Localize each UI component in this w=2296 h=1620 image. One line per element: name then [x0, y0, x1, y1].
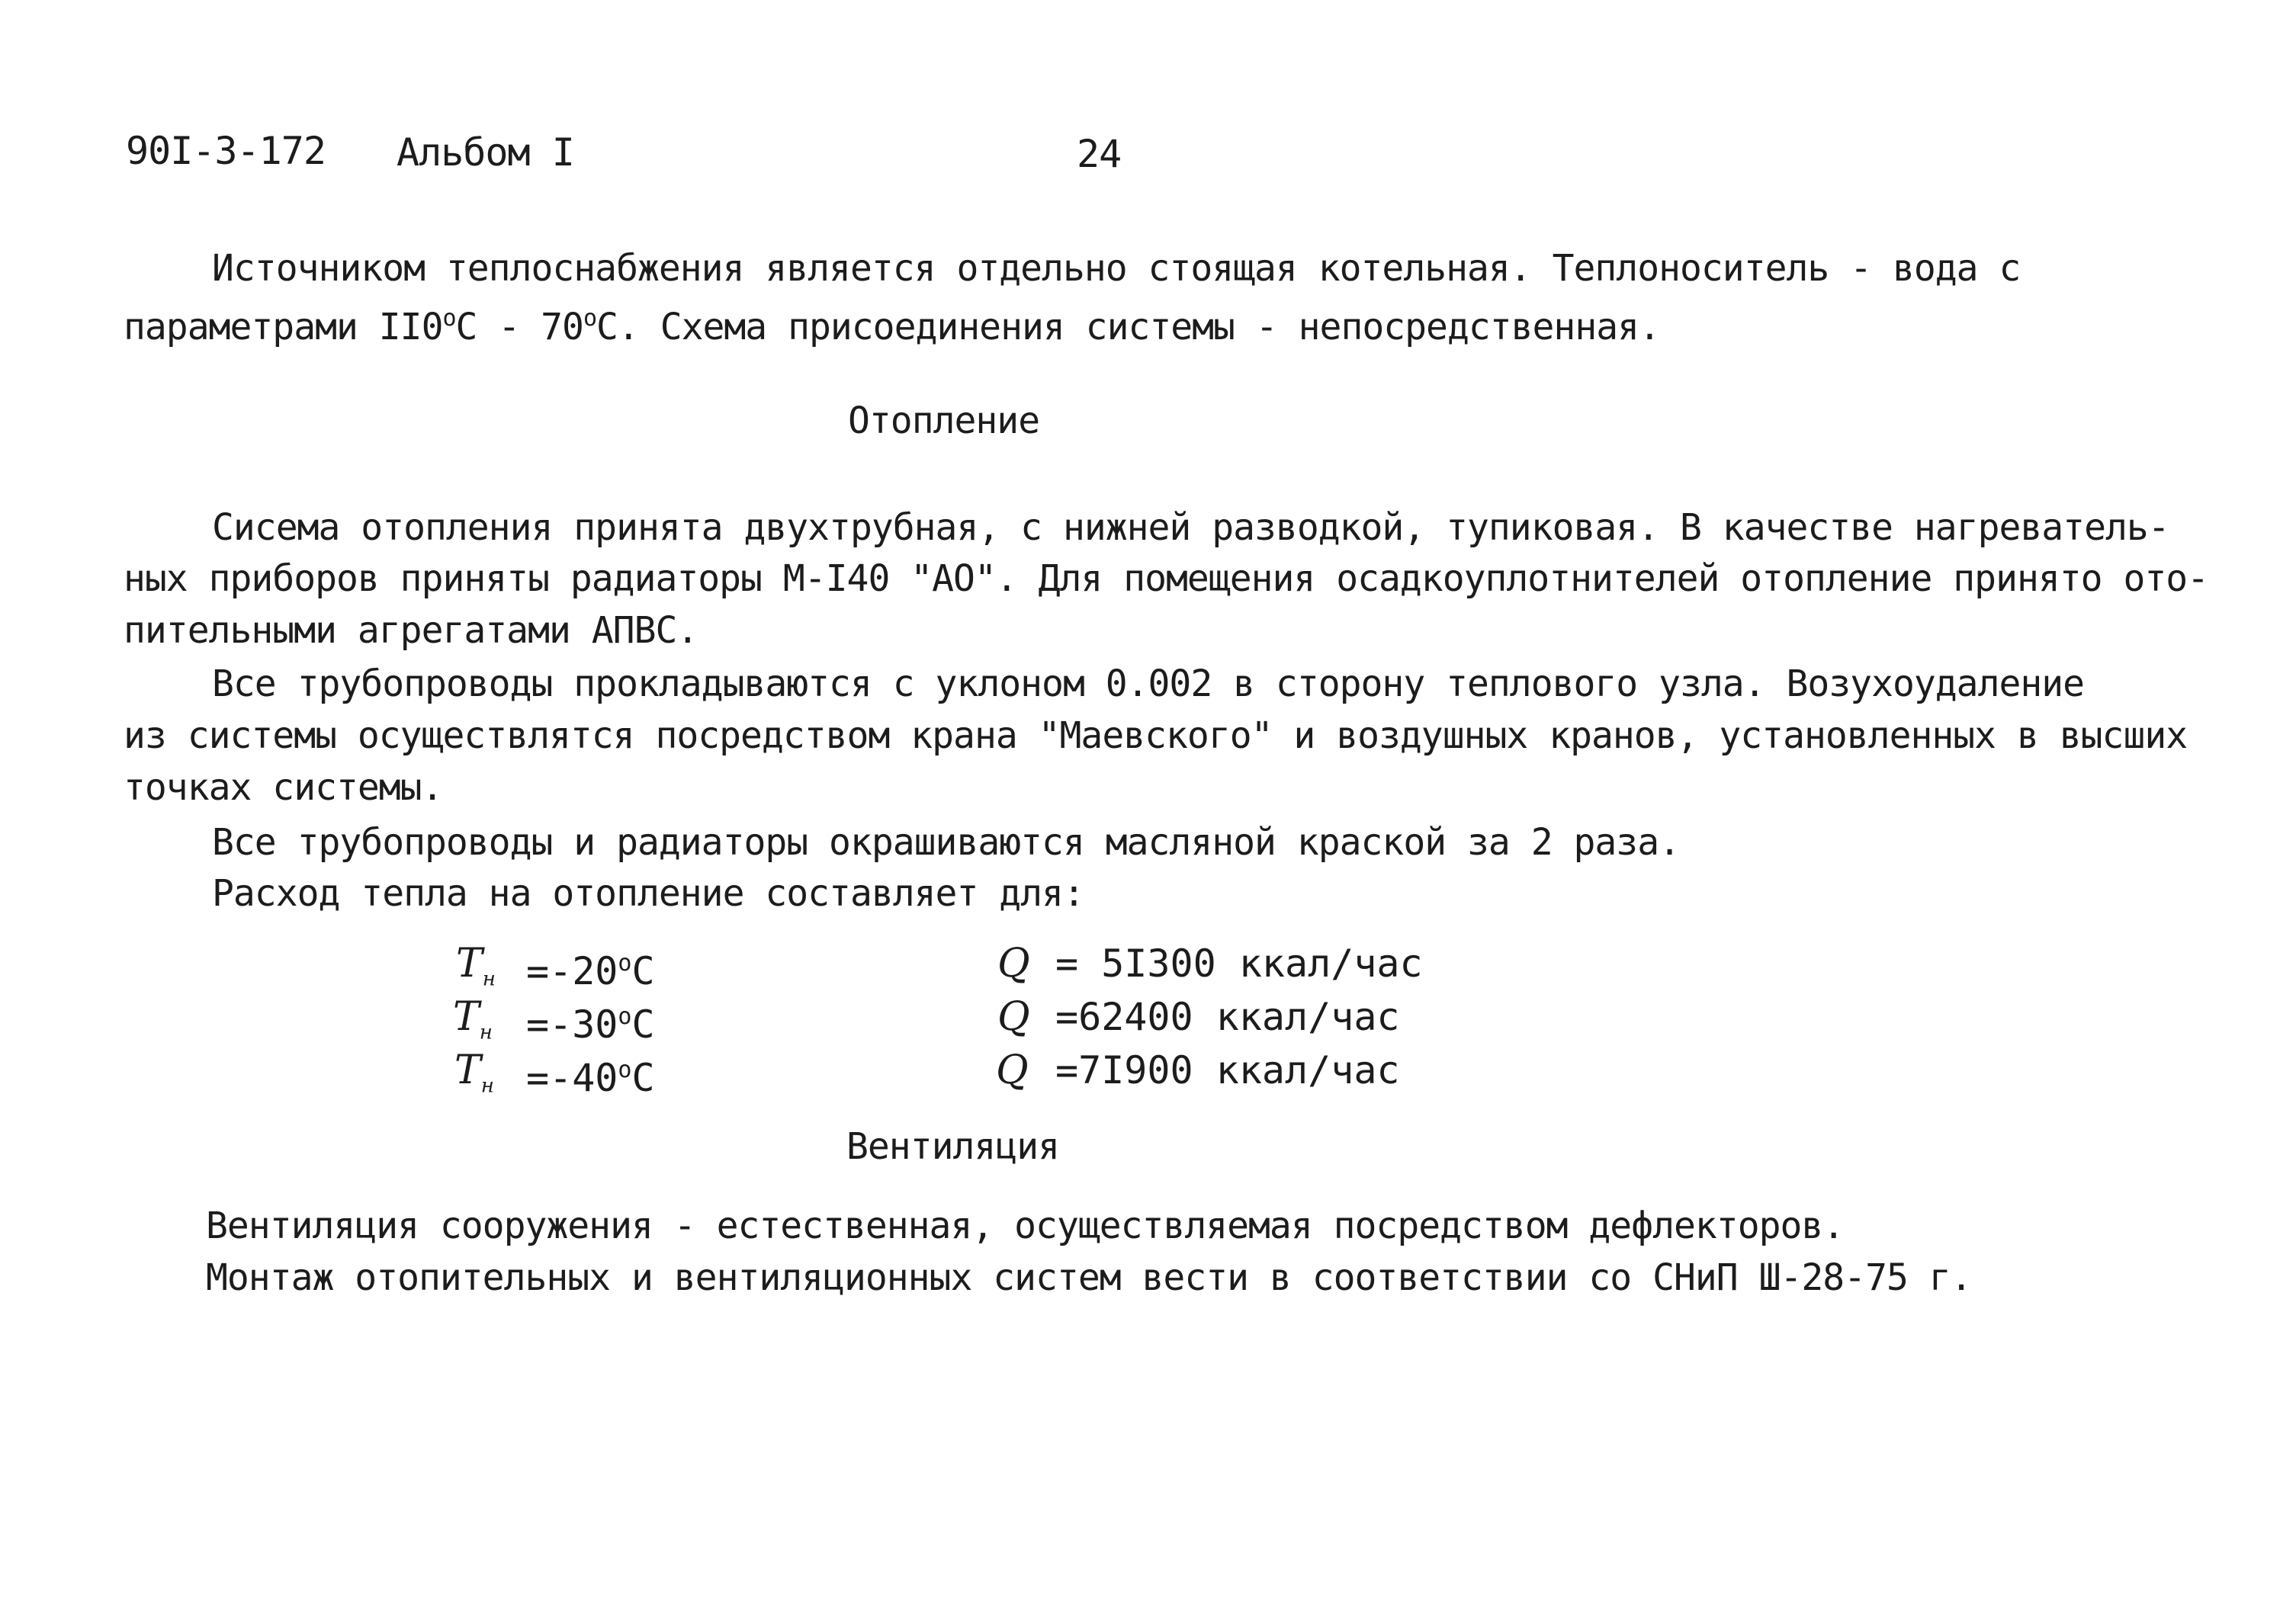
heat-row-1 [0, 939, 2296, 993]
heating-p2-line-2: из системы осуществлятся посредством крана "Маевского" и воздушных кранов, установленных в высших [124, 714, 2188, 757]
heading-ventilation: Вентиляция [846, 1125, 1059, 1168]
temperature-symbol: $T_н$ [453, 994, 493, 1044]
heat-symbol: Q [996, 1047, 1029, 1093]
heating-p3-line-1: Все трубопроводы и радиаторы окрашиваются масляной краской за 2 раза. [212, 821, 1680, 864]
heat-value: =7I900 ккал/час [1055, 1048, 1400, 1092]
temperature-symbol: $T_н$ [456, 941, 496, 991]
heat-symbol: Q [997, 994, 1030, 1040]
temperature-value: $=-30^оС$ [526, 1002, 655, 1047]
document-code: 90I-3-172 [126, 129, 326, 173]
heating-p4-line-1: Расход тепла на отопление составляет для: [212, 872, 1084, 915]
temperature-value: $=-40^оС$ [526, 1056, 655, 1100]
heat-symbol: Q [997, 941, 1030, 986]
page-number: 24 [1077, 132, 1122, 176]
heading-heating: Отопление [848, 399, 1040, 442]
heating-p2-line-3: точках системы. [124, 766, 443, 809]
heating-p1-line-1: Сисема отопления принята двухтрубная, с нижней разводкой, тупиковая. В качестве нагреватель- [212, 506, 2169, 549]
heating-p1-line-3: пительными агрегатами АПВС. [124, 609, 698, 652]
intro-line-1: Источником теплоснабжения является отдельно стоящая котельная. Теплоноситель - вода с [212, 247, 2021, 290]
intro-line-2: параметрами $II0^оС - 70^оС$. Схема присоединения системы - непосредственная. [124, 305, 1660, 348]
temperature-symbol: $T_н$ [454, 1047, 494, 1098]
heating-p2-line-1: Все трубопроводы прокладываются с уклоном 0.002 в сторону теплового узла. Возухоудаление [212, 662, 2085, 705]
heat-value: = 5I300 ккал/час [1055, 942, 1423, 986]
ventilation-line-1: Вентиляция сооружения - естественная, осуществляемая посредством дефлекторов. [206, 1205, 1845, 1247]
album-label: Альбом I [397, 130, 574, 175]
heat-row-3 [0, 1046, 2296, 1100]
heating-p1-line-2: ных приборов приняты радиаторы М-I40 "АО". Для помещения осадкоуплотнителей отопление принято ото- [124, 557, 2209, 600]
heat-row-2 [0, 993, 2296, 1047]
ventilation-line-2: Монтаж отопительных и вентиляционных систем вести в соответствии со СНиП Ш-28-75 г. [206, 1256, 1972, 1299]
heat-value: =62400 ккал/час [1055, 995, 1400, 1039]
temperature-value: $=-20^оС$ [526, 949, 655, 993]
